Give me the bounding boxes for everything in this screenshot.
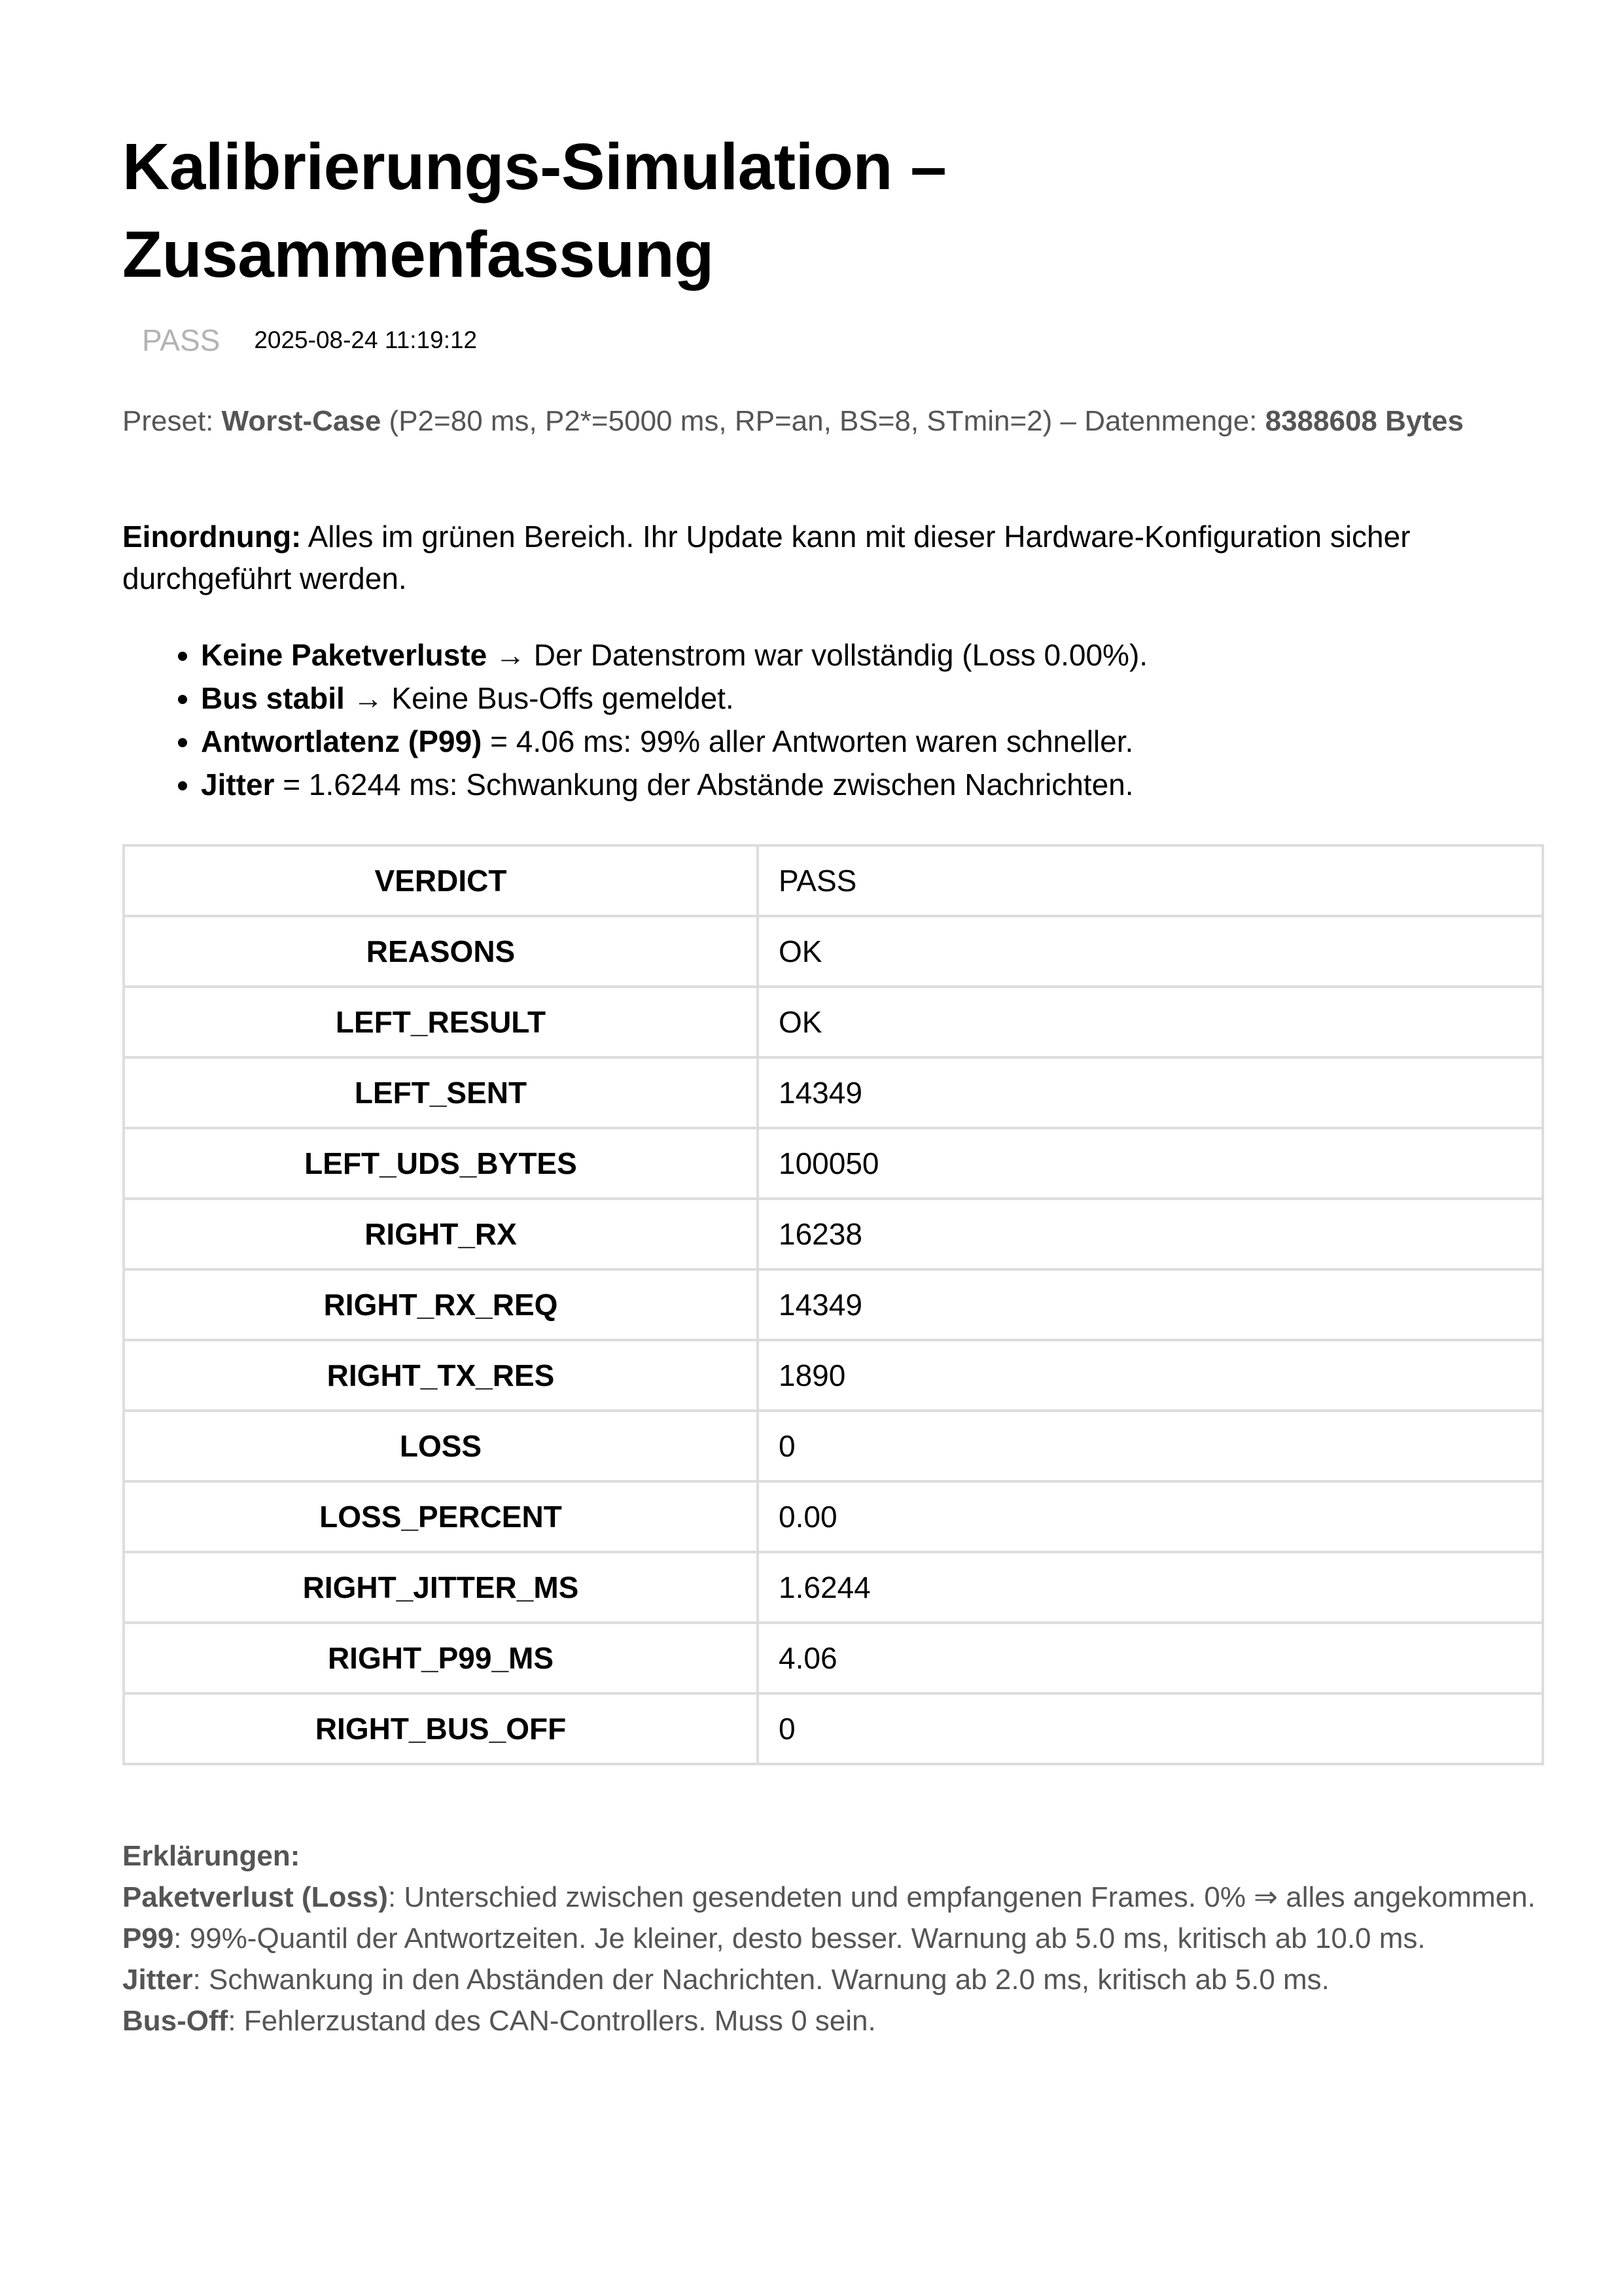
table-row xyxy=(124,1269,1543,1340)
status-badge: PASS xyxy=(142,323,220,357)
table-row xyxy=(124,1481,1543,1552)
data-amount: 8388608 Bytes xyxy=(1265,405,1464,437)
explanation-text: : Schwankung in den Abständen der Nachrichten. Warnung ab 2.0 ms, kritisch ab 5.0 ms. xyxy=(192,1964,1330,1996)
row-key: LEFT_UDS_BYTES xyxy=(124,1128,758,1199)
row-value: 0.00 xyxy=(758,1481,1543,1552)
assessment-paragraph xyxy=(122,516,1544,599)
summary-item-text: → Der Datenstrom war vollständig (Loss 0.00%). xyxy=(487,638,1148,672)
table-row xyxy=(124,1128,1543,1199)
row-value: 100050 xyxy=(758,1128,1543,1199)
explanation-term: Jitter xyxy=(122,1964,193,1996)
row-key: LEFT_RESULT xyxy=(124,987,758,1057)
table-row xyxy=(124,916,1543,987)
preset-label: Preset: xyxy=(122,405,222,437)
summary-item-text: = 1.6244 ms: Schwankung der Abstände zwischen Nachrichten. xyxy=(274,768,1134,802)
page-title: Kalibrierungs-Simulation – Zusammenfassung xyxy=(122,130,947,291)
preset-line xyxy=(122,400,1529,442)
row-key: LEFT_SENT xyxy=(124,1057,758,1128)
explanation-item xyxy=(122,1918,1544,1959)
row-value: OK xyxy=(758,916,1543,987)
table-row xyxy=(124,1411,1543,1481)
row-value: 1890 xyxy=(758,1340,1543,1411)
row-key: RIGHT_RX_REQ xyxy=(124,1269,758,1340)
table-row xyxy=(124,845,1543,916)
summary-item-text: = 4.06 ms: 99% aller Antworten waren schneller. xyxy=(482,724,1134,758)
row-value: 14349 xyxy=(758,1269,1543,1340)
summary-item-bus xyxy=(201,677,1148,720)
summary-list xyxy=(122,633,1148,806)
summary-item-text: → Keine Bus-Offs gemeldet. xyxy=(344,681,734,715)
row-key: VERDICT xyxy=(124,845,758,916)
row-value: 1.6244 xyxy=(758,1552,1543,1623)
explanations-heading: Erklärungen: xyxy=(122,1840,300,1872)
row-key: RIGHT_JITTER_MS xyxy=(124,1552,758,1623)
row-value: 16238 xyxy=(758,1199,1543,1269)
preset-params: (P2=80 ms, P2*=5000 ms, RP=an, BS=8, STmin=2) – Datenmenge: xyxy=(381,405,1265,437)
table-row xyxy=(124,1693,1543,1764)
explanation-term: Bus-Off xyxy=(122,2005,228,2037)
explanation-term: Paketverlust (Loss) xyxy=(122,1881,388,1913)
timestamp: 2025-08-24 11:19:12 xyxy=(254,327,478,353)
summary-item-term: Keine Paketverluste xyxy=(201,638,487,672)
table-row xyxy=(124,1199,1543,1269)
explanation-term: P99 xyxy=(122,1922,174,1954)
row-value: 0 xyxy=(758,1411,1543,1481)
row-value: 4.06 xyxy=(758,1623,1543,1693)
table-row xyxy=(124,1057,1543,1128)
table-row xyxy=(124,987,1543,1057)
summary-item-jitter xyxy=(201,763,1148,806)
row-key: LOSS xyxy=(124,1411,758,1481)
row-value: OK xyxy=(758,987,1543,1057)
row-key: REASONS xyxy=(124,916,758,987)
row-key: RIGHT_RX xyxy=(124,1199,758,1269)
explanations-section xyxy=(122,1835,1544,2041)
summary-item-term: Bus stabil xyxy=(201,681,345,715)
explanation-text: : Fehlerzustand des CAN-Controllers. Muss 0 sein. xyxy=(228,2005,876,2037)
explanation-item xyxy=(122,1959,1544,2000)
row-value: 0 xyxy=(758,1693,1543,1764)
table-row xyxy=(124,1340,1543,1411)
preset-name: Worst-Case xyxy=(221,405,381,437)
explanation-text: : 99%-Quantil der Antwortzeiten. Je kleiner, desto besser. Warnung ab 5.0 ms, kritisch ab 10.0 ms. xyxy=(173,1922,1426,1954)
summary-item-term: Antwortlatenz (P99) xyxy=(201,724,482,758)
explanation-text: : Unterschied zwischen gesendeten und empfangenen Frames. 0% ⇒ alles angekommen. xyxy=(387,1881,1536,1913)
row-key: LOSS_PERCENT xyxy=(124,1481,758,1552)
row-value: 14349 xyxy=(758,1057,1543,1128)
row-value: PASS xyxy=(758,845,1543,916)
row-key: RIGHT_P99_MS xyxy=(124,1623,758,1693)
table-row xyxy=(124,1623,1543,1693)
summary-item-p99 xyxy=(201,720,1148,763)
assessment-text: Alles im grünen Bereich. Ihr Update kann mit dieser Hardware-Konfiguration sicher durchgeführt werden. xyxy=(122,520,1411,595)
summary-item-loss xyxy=(201,633,1148,677)
explanation-item xyxy=(122,1877,1544,1918)
explanation-item xyxy=(122,2000,1544,2041)
report-meta xyxy=(122,321,477,360)
assessment-label: Einordnung: xyxy=(122,520,302,554)
table-row xyxy=(124,1552,1543,1623)
row-key: RIGHT_TX_RES xyxy=(124,1340,758,1411)
summary-item-term: Jitter xyxy=(201,768,275,802)
results-table xyxy=(122,844,1544,1765)
row-key: RIGHT_BUS_OFF xyxy=(124,1693,758,1764)
